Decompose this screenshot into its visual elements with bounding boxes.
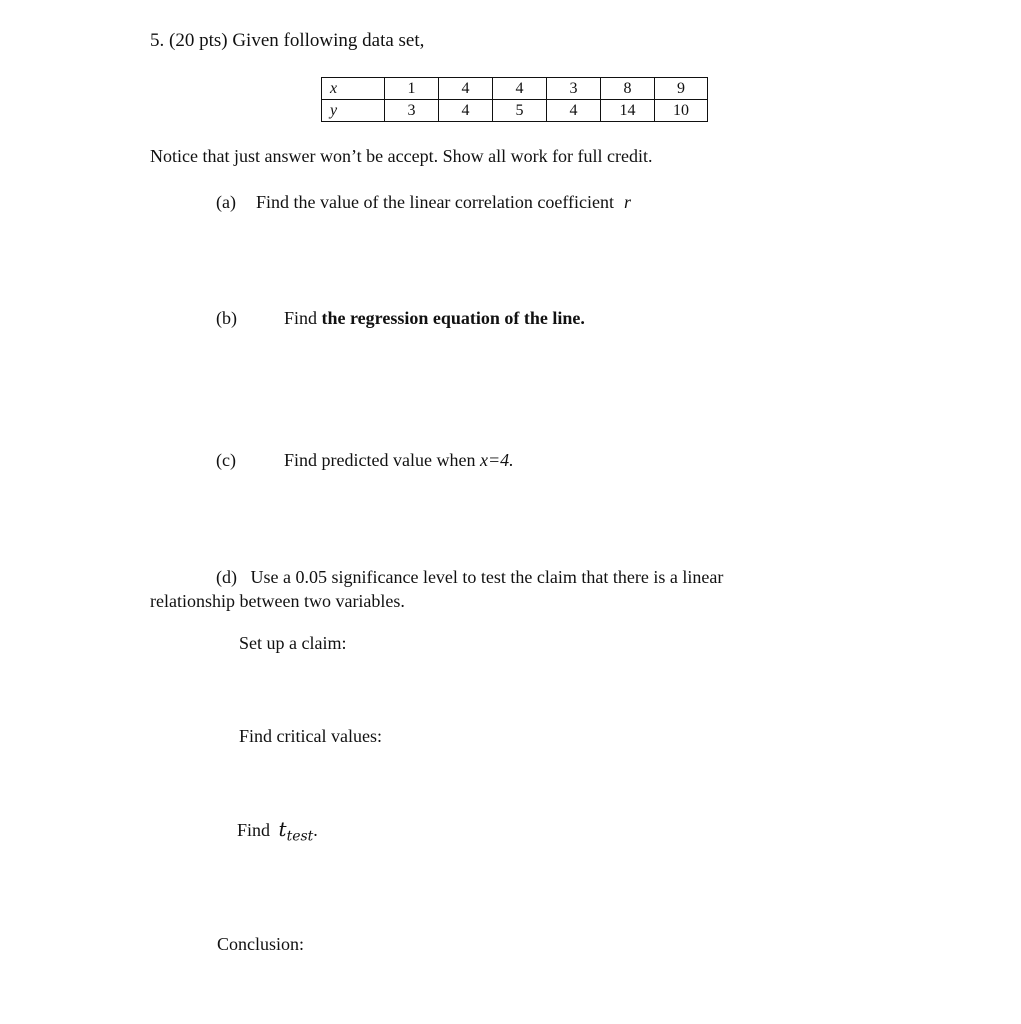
- t-subscript: test: [286, 828, 314, 845]
- part-b-text: [284, 308, 585, 329]
- question-header: 5. (20 pts) Given following data set,: [150, 30, 425, 51]
- row-label-y: y: [322, 100, 385, 122]
- table-cell: 4: [439, 78, 493, 100]
- part-b: [216, 308, 585, 329]
- table-cell: 5: [493, 100, 547, 122]
- part-c-italic-text: x=4.: [479, 450, 514, 470]
- setup-claim-label: Set up a claim:: [239, 633, 347, 653]
- part-b-prefix: Find: [284, 308, 322, 328]
- find-ttest-label: [237, 817, 318, 845]
- part-d-line1: [150, 565, 830, 589]
- part-a-label: (a): [216, 192, 236, 212]
- part-c-text: [284, 450, 514, 471]
- part-d: [150, 565, 830, 613]
- part-a-text: Find the value of the linear correlation coefficient: [255, 192, 615, 212]
- part-b-label: (b): [216, 308, 237, 328]
- part-c: [216, 450, 514, 471]
- t-suffix: .: [313, 820, 318, 840]
- table-row-y: [322, 100, 708, 122]
- table-cell: 4: [493, 78, 547, 100]
- table-cell: 1: [385, 78, 439, 100]
- find-ttest-prefix: Find: [237, 820, 271, 840]
- table-cell: 4: [547, 100, 601, 122]
- part-d-line1-text: Use a 0.05 significance level to test the claim that there is a linear: [250, 567, 724, 587]
- data-table: [321, 77, 708, 122]
- part-d-label: (d): [216, 567, 237, 587]
- critical-values-label: Find critical values:: [239, 726, 382, 746]
- part-c-label: (c): [216, 450, 236, 470]
- table-cell: 3: [547, 78, 601, 100]
- row-label-x: x: [322, 78, 385, 100]
- table-cell: 4: [439, 100, 493, 122]
- table-row-x: [322, 78, 708, 100]
- table-cell: 8: [601, 78, 655, 100]
- table-cell: 14: [601, 100, 655, 122]
- part-a: [216, 192, 631, 213]
- table-cell: 3: [385, 100, 439, 122]
- notice-text: Notice that just answer won’t be accept. Show all work for full credit.: [150, 146, 653, 166]
- conclusion-label: Conclusion:: [217, 934, 305, 954]
- table-cell: 9: [655, 78, 708, 100]
- part-c-prefix: Find predicted value when: [284, 450, 480, 470]
- part-d-line2: relationship between two variables.: [150, 591, 405, 611]
- part-b-bold-text: the regression equation of the line.: [321, 308, 585, 328]
- t-symbol: t: [278, 817, 287, 841]
- table-cell: 10: [655, 100, 708, 122]
- part-a-var: r: [624, 192, 632, 212]
